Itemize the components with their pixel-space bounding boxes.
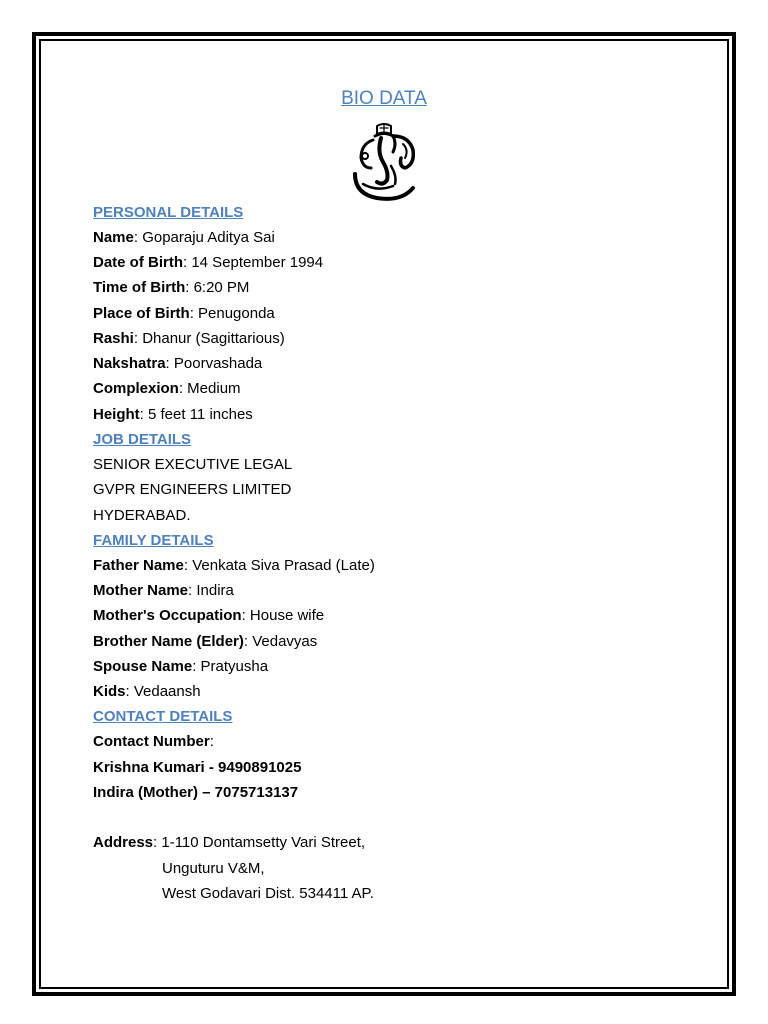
field-label: Brother Name (Elder)	[93, 633, 244, 650]
field-label: Address	[93, 834, 154, 851]
contact-entry: Krishna Kumari - 9490891025	[93, 759, 302, 776]
field-value: : Medium	[178, 380, 241, 397]
family-row-mother-occupation	[93, 607, 324, 625]
field-value: :	[209, 733, 214, 750]
personal-row-complexion	[93, 380, 241, 398]
job-line: GVPR ENGINEERS LIMITED	[93, 481, 292, 498]
field-label: Place of Birth	[93, 305, 190, 322]
field-value: : House wife	[241, 607, 325, 624]
field-value: : Vedaansh	[125, 683, 201, 700]
field-value: : Indira	[188, 582, 234, 599]
field-label: Mother Name	[93, 582, 189, 599]
contact-number-row	[93, 733, 214, 751]
field-value: : Poorvashada	[165, 355, 263, 372]
personal-row-pob	[93, 305, 275, 323]
address-line: Unguturu V&M,	[162, 860, 265, 877]
address-line: West Godavari Dist. 534411 AP.	[162, 885, 374, 902]
personal-row-name	[93, 229, 275, 247]
personal-row-nakshatra	[93, 355, 262, 373]
field-label: Time of Birth	[93, 279, 186, 296]
field-label: Kids	[93, 683, 126, 700]
personal-row-dob	[93, 254, 323, 272]
field-value: : 1-110 Dontamsetty Vari Street,	[153, 834, 366, 851]
field-value: : Venkata Siva Prasad (Late)	[183, 557, 375, 574]
field-value: : 5 feet 11 inches	[139, 406, 253, 423]
contact-details-heading: CONTACT DETAILS	[93, 708, 233, 725]
field-value: : Dhanur (Sagittarious)	[133, 330, 285, 347]
field-label: Name	[93, 229, 134, 246]
family-details-heading: FAMILY DETAILS	[93, 532, 214, 549]
family-row-father	[93, 557, 375, 575]
address-row	[93, 834, 365, 852]
ganesha-icon	[347, 122, 421, 204]
job-line: HYDERABAD.	[93, 507, 191, 524]
field-label: Spouse Name	[93, 658, 193, 675]
field-value: : Penugonda	[189, 305, 275, 322]
field-label: Complexion	[93, 380, 179, 397]
job-details-heading: JOB DETAILS	[93, 431, 192, 448]
personal-row-height	[93, 406, 253, 424]
field-label: Mother's Occupation	[93, 607, 242, 624]
field-label: Rashi	[93, 330, 134, 347]
page-title: BIO DATA	[341, 88, 427, 109]
family-row-spouse	[93, 658, 268, 676]
job-line: SENIOR EXECUTIVE LEGAL	[93, 456, 293, 473]
field-value: : Goparaju Aditya Sai	[133, 229, 275, 246]
family-row-kids	[93, 683, 201, 701]
personal-row-rashi	[93, 330, 285, 348]
personal-row-tob	[93, 279, 249, 297]
contact-entry: Indira (Mother) – 7075713137	[93, 784, 299, 801]
field-label: Height	[93, 406, 140, 423]
field-value: : 6:20 PM	[185, 279, 250, 296]
field-value: : Vedavyas	[243, 633, 318, 650]
family-row-mother	[93, 582, 234, 600]
field-label: Nakshatra	[93, 355, 166, 372]
personal-details-heading: PERSONAL DETAILS	[93, 204, 244, 221]
field-value: : Pratyusha	[192, 658, 269, 675]
family-row-brother	[93, 633, 317, 651]
field-value: : 14 September 1994	[183, 254, 324, 271]
field-label: Father Name	[93, 557, 184, 574]
field-label: Date of Birth	[93, 254, 183, 271]
field-label: Contact Number	[93, 733, 210, 750]
